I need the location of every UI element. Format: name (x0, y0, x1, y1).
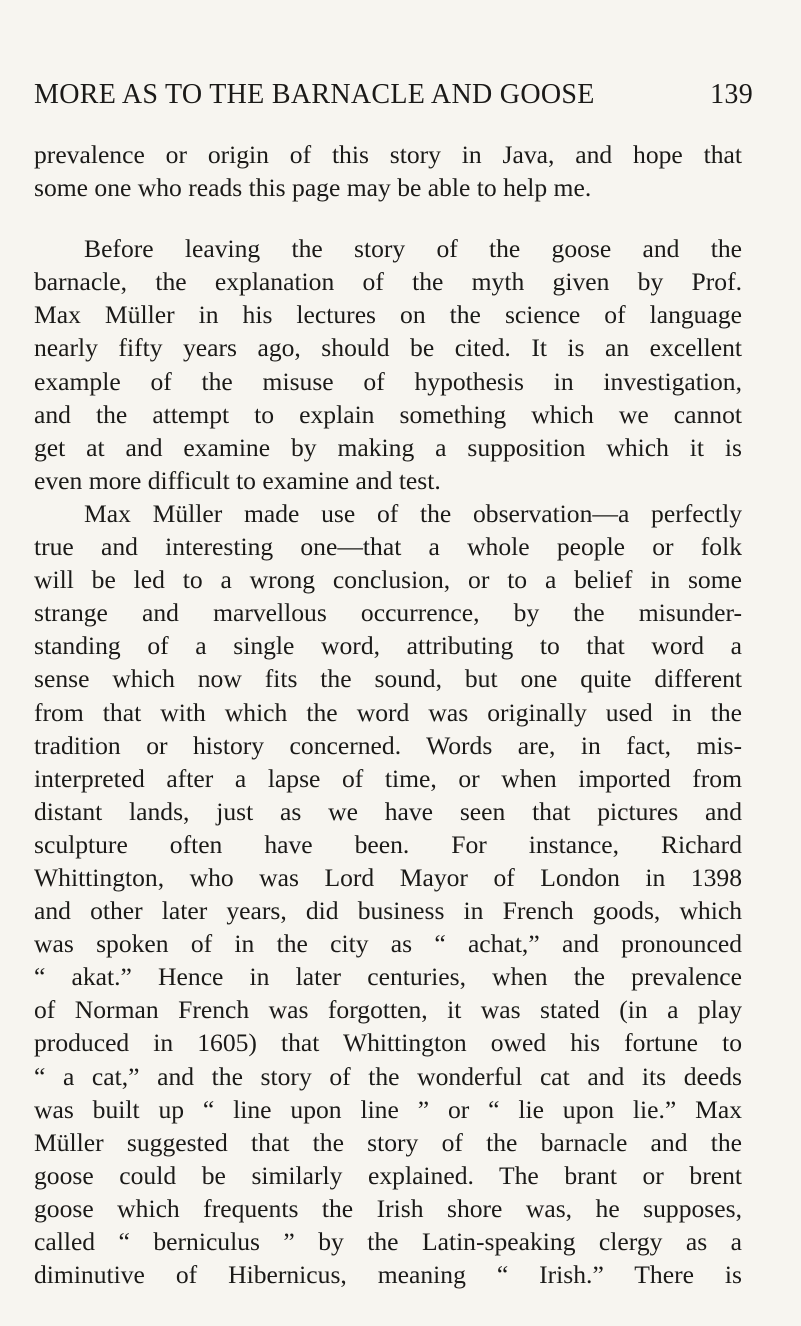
text-line: sense which now fits the sound, but one quite different (34, 664, 742, 694)
text-line: some one who reads this page may be able to help me. (34, 173, 592, 203)
text-line: goose which frequents the Irish shore was, he supposes, (34, 1193, 742, 1223)
text-line: “ a cat,” and the story of the wonderful cat and its deeds (34, 1061, 742, 1091)
text-line: goose could be similarly explained. The brant or brent (34, 1160, 742, 1190)
text-line: even more difficult to examine and test. (34, 465, 441, 495)
paragraph-3 (34, 497, 742, 1291)
text-line: was spoken of in the city as “ achat,” and pronounced (34, 929, 742, 959)
text-line: distant lands, just as we have seen that pictures and (34, 796, 742, 826)
paragraph-gap (34, 204, 742, 232)
body-text (34, 138, 742, 1291)
text-line: from that with which the word was originally used in the (34, 697, 742, 727)
text-line: was built up “ line upon line ” or “ lie upon lie.” Max (34, 1094, 742, 1124)
text-line: barnacle, the explanation of the myth given by Prof. (34, 267, 742, 297)
text-line: diminutive of Hibernicus, meaning “ Irish.” There is (34, 1260, 742, 1290)
text-line: interpreted after a lapse of time, or when imported from (34, 763, 742, 793)
text-line: nearly fifty years ago, should be cited. It is an excellent (34, 333, 742, 363)
text-line: produced in 1605) that Whittington owed his fortune to (34, 1028, 742, 1058)
text-line: of Norman French was forgotten, it was stated (in a play (34, 995, 742, 1025)
text-line: true and interesting one—that a whole people or folk (34, 532, 742, 562)
running-head (34, 79, 753, 119)
text-line: strange and marvellous occurrence, by the misunder- (34, 598, 742, 628)
page-number: 139 (710, 79, 753, 110)
text-line: and other later years, did business in French goods, which (34, 896, 742, 926)
text-line: Whittington, who was Lord Mayor of London in 1398 (34, 862, 742, 892)
paragraph-2 (34, 232, 742, 497)
text-line: tradition or history concerned. Words are, in fact, mis- (34, 730, 742, 760)
text-line: standing of a single word, attributing to that word a (34, 631, 742, 661)
text-line: get at and examine by making a supposition which it is (34, 432, 742, 462)
running-title: MORE AS TO THE BARNACLE AND GOOSE (34, 79, 595, 110)
text-line: Max Müller made use of the observation—a perfectly (84, 498, 742, 528)
paragraph-1 (34, 138, 742, 204)
text-line: prevalence or origin of this story in Java, and hope that (34, 140, 742, 169)
text-line: sculpture often have been. For instance, Richard (34, 829, 742, 859)
text-line: Max Müller in his lectures on the science of language (34, 300, 742, 330)
text-line: Müller suggested that the story of the barnacle and the (34, 1127, 742, 1157)
text-line: Before leaving the story of the goose and the (84, 234, 742, 264)
text-line: will be led to a wrong conclusion, or to a belief in some (34, 565, 742, 595)
text-line: example of the misuse of hypothesis in investigation, (34, 366, 742, 396)
text-line: called “ berniculus ” by the Latin-speaking clergy as a (34, 1227, 742, 1256)
text-line: “ akat.” Hence in later centuries, when the prevalence (34, 962, 742, 992)
text-line: and the attempt to explain something which we cannot (34, 399, 742, 429)
